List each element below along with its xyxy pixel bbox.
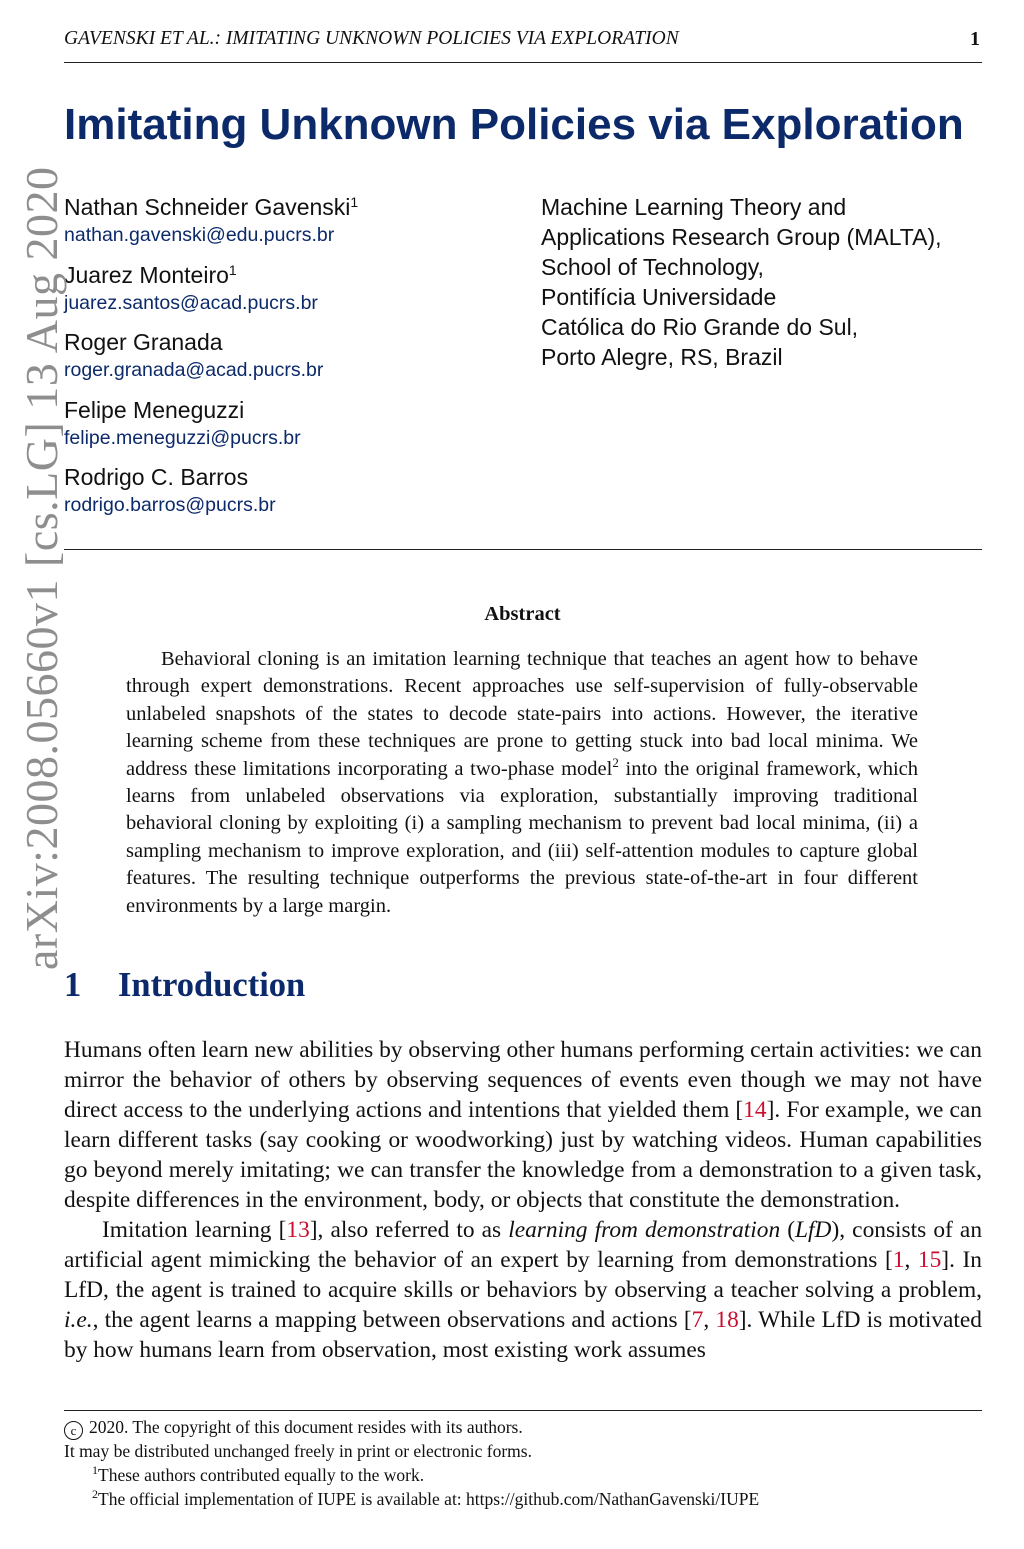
section-number: 1 xyxy=(64,966,82,1004)
affiliation-block xyxy=(541,192,991,372)
citation-link[interactable]: 1 xyxy=(892,1247,905,1273)
author-email-link[interactable]: roger.granada@acad.pucrs.br xyxy=(64,359,324,381)
author-entry xyxy=(64,327,484,395)
section-title: Introduction xyxy=(118,966,306,1004)
footnote-rule xyxy=(64,1410,982,1411)
author-entry xyxy=(64,192,484,260)
author-email-link[interactable]: juarez.santos@acad.pucrs.br xyxy=(64,291,318,314)
body-text xyxy=(64,1035,982,1365)
author-name: Juarez Monteiro$^1$ xyxy=(64,261,237,288)
running-title: GAVENSKI ET AL.: IMITATING UNKNOWN POLICIES VIA EXPLORATION xyxy=(64,28,679,49)
front-matter-rule xyxy=(64,549,982,550)
author-email-link[interactable]: felipe.meneguzzi@pucrs.br xyxy=(64,426,301,449)
abstract-heading: Abstract xyxy=(484,603,561,625)
citation-link[interactable]: 18 xyxy=(715,1307,739,1333)
citation-link[interactable]: 7 xyxy=(691,1307,704,1333)
author-entry xyxy=(64,395,484,463)
affiliation-line: School of Technology, xyxy=(541,254,764,280)
affiliation-line: Católica do Rio Grande do Sul, xyxy=(541,314,859,340)
footnote-ref[interactable]: 2 xyxy=(612,754,619,770)
citation-link[interactable]: 14 xyxy=(743,1097,767,1123)
affiliation-line: Pontifícia Universidade xyxy=(541,284,777,310)
running-header xyxy=(64,28,980,52)
author-entry xyxy=(64,260,484,328)
abstract-text: Behavioral cloning is an imitation learning technique that teaches an agent how to behave through expert demonstrations. Recent approaches use self-supervision of fully-observable unlabeled snapshots of the states to decode state-pairs into actions. However, the iterative learning scheme from these techniques are prone to getting stuck into bad local minima. We address these limitations incorporating a two-phase model$^2$ into the original framework, which learns from unlabeled observations via exploration, substantially improving traditional behavioral cloning by exploiting (i) a sampling mechanism to prevent bad local minima, (ii) a sampling mechanism to improve exploration, and (iii) self-attention modules to capture global features. The resulting technique outperforms the previous state-of-the-art in four different environments by a large margin. xyxy=(126,648,919,917)
author-email-link[interactable]: rodrigo.barros@pucrs.br xyxy=(64,494,276,516)
affiliation-line: Porto Alegre, RS, Brazil xyxy=(541,344,783,370)
footnote-1: $^1$These authors contributed equally to the work. xyxy=(92,1463,425,1485)
paragraph: Humans often learn new abilities by observing other humans performing certain activities: we can mirror the behavior of others by observing sequences of events even though we may not have direct access to the underlying actions and intentions that yielded them [14]. For example, we can learn different tasks (say cooking or woodworking) just by watching videos. Human capabilities go beyond merely imitating; we can transfer the knowledge from a demonstration to a given task, despite differences in the environment, body, or objects that constitute the demonstration. xyxy=(64,1037,982,1213)
author-name: Roger Granada xyxy=(64,329,223,355)
author-name: Nathan Schneider Gavenski$^1$ xyxy=(64,194,359,220)
paragraph: Imitation learning [13], also referred to as learning from demonstration (LfD), consists of an artificial agent mimicking the behavior of an expert by learning from demonstrations [1, 15]. In LfD, the agent is trained to acquire skills or behaviors by observing a teacher solving a problem, i.e., the agent learns a mapping between observations and actions [7, 18]. While LfD is motivated by how humans learn from observation, most existing work assumes xyxy=(64,1217,983,1363)
citation-link[interactable]: 13 xyxy=(286,1217,310,1243)
section-heading xyxy=(64,966,305,1005)
page-number: 1 xyxy=(970,28,980,50)
arxiv-watermark: arXiv:2008.05660v1 [cs.LG] 13 Aug 2020 xyxy=(16,166,67,970)
author-email-link[interactable]: nathan.gavenski@edu.pucrs.br xyxy=(64,224,335,246)
author-name: Felipe Meneguzzi xyxy=(64,396,245,423)
paper-title: Imitating Unknown Policies via Exploration xyxy=(64,100,964,149)
citation-link[interactable]: 15 xyxy=(917,1247,942,1273)
copyright-icon: c xyxy=(64,1421,83,1440)
affiliation-line: Machine Learning Theory and xyxy=(541,194,847,220)
footnote-2: $^2$The official implementation of IUPE is available at: https://github.com/NathanGavenski/IUPE xyxy=(92,1487,760,1509)
author-entry xyxy=(64,462,484,530)
copyright-line: c 2020. The copyright of this document resides with its authors. xyxy=(64,1415,982,1440)
author-name: Rodrigo C. Barros xyxy=(64,464,249,490)
distribution-line: It may be distributed unchanged freely in print or electronic forms. xyxy=(64,1441,532,1461)
affiliation-line: Applications Research Group (MALTA), xyxy=(541,224,942,250)
author-list xyxy=(64,192,484,530)
header-rule xyxy=(64,62,982,63)
